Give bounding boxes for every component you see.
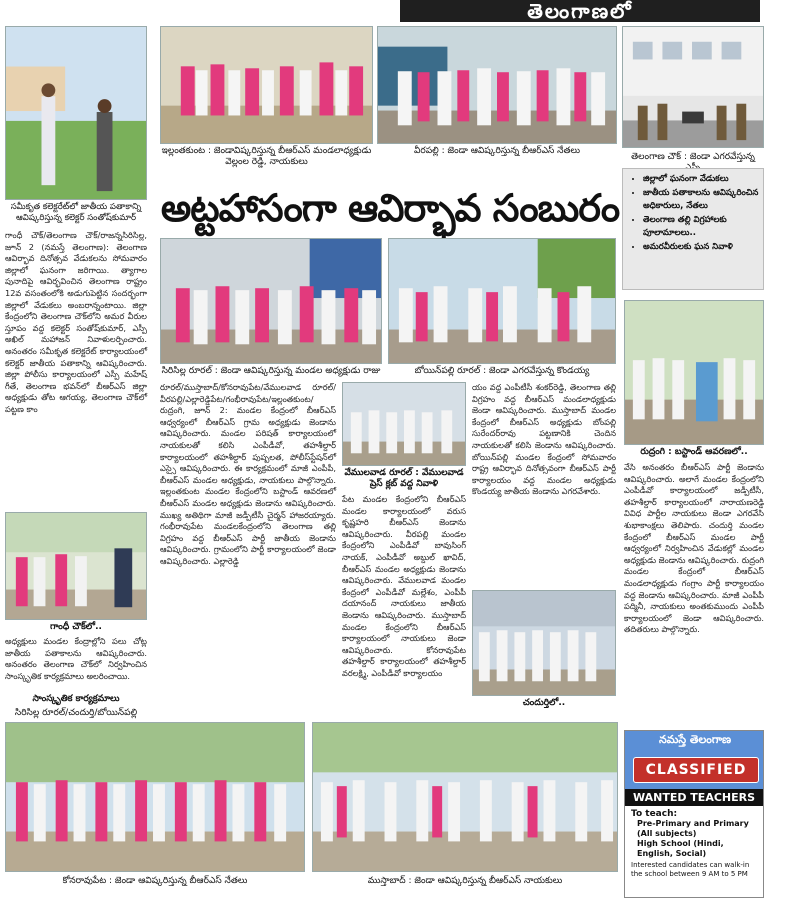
- highlights-box: [622, 168, 764, 290]
- article-mid-center: పేట మండల కేంద్రంలోని బీఆర్‌ఎస్ మండల కార్యాలయంలో వరుస కృష్ణహరి బీఆర్‌ఎస్ జెండాను ఆవిష్కరించారు. వీరపల్లి మండల కేంద్రంలోని ఎంపీడీవో బావుసింగ్ నాయక్, ఎంపీడీవో అబ్దుల్ ఖావిద్, బీఆర్‌ఎస్ మండల అధ్యక్షుడు జెండాను ఆవిష్కరించారు. వేములవాడ మండల కేంద్రంలో ఎంపీడీవో మల్లేశం, ఎంపీపీ దయానంద్ నాయకులు జాతీయ జెండాను ఆవిష్కరించారు. ముస్తాబాద్ మండల కేంద్రంలోని బీఆర్‌ఎస్ కార్యాలయంలో నాయకులు జెండా ఆవిష్కరించారు. కోనరావుపేట తహశీల్దార్ కార్యాలయంలో తహశీల్దార్ వరలక్ష్మి, ఎంపీడీవో కార్యాలయం: [342, 494, 466, 678]
- gandhi-chowk-caption: గాంధీ చౌక్‌లో..: [50, 622, 102, 632]
- collector-caption: సమీకృత కలెక్టరేట్‌లో జాతీయ పతాకాన్ని ఆవిష్కరిస్తున్న కలెక్టర్ సంతోష్‌కుమార్: [10, 202, 142, 223]
- article-mid-left: రూరల్/ముస్తాబాద్/కోనరావుపేట/వేములవాడ రూరల్/వీరపల్లి/ఎల్లారెడ్డిపేట/గంభీరావుపేట/ఇల్లంతకుంట/రుద్రంగి, జూన్ 2: మండల కేంద్రంలో బీఆర్‌ఎస్ ఆధ్వర్యంలో బీఆర్‌ఎస్ గ్రామ అధ్యక్షుడు జెండాను ఆవిష్కరించారు. మండల పరిషత్ కార్యాలయంలో నాయకులతో కలిసి ఎంపీడీవో, తహశీల్దార్ కార్యాలయంలో తహశీల్దార్ పుష్పలత, పోలీస్‌స్టేషన్‌లో ఎస్సై ఆవిష్కరించారు. ఈ కార్యక్రమంలో మాజీ ఎంపీపీ, బీఆర్‌ఎస్ మండల అధ్యక్షుడు, నాయకులు పాల్గొన్నారు. ఇల్లంతకుంట మండల కేంద్రంలోని బస్టాండ్ ఆవరణలో బీఆర్‌ఎస్ మండల అధ్యక్షుడు జెండాను ఆవిష్కరించారు. ముఖ్య అతిథిగా మాజీ జడ్పీటీసీ చైర్మన్ హాజరయ్యారు. గంభీరావుపేట మండలకేంద్రంలోని తెలంగాణ తల్లి విగ్రహం వద్ద బీఆర్‌ఎస్ పార్టీ జాతీయ జెండాను ఆవిష్కరించారు. గ్రామంలోని పార్టీ కార్యాలయంలో జెండా ఆవిష్కరించారు. ఎల్లారెడ్డి: [160, 382, 336, 566]
- article-mid-right: యం వద్ద ఎంపీటీసీ శంకర్‌రెడ్డి, తెలంగాణ తల్లి విగ్రహం వద్ద బీఆర్‌ఎస్ మండలాధ్యక్షుడు జెండా ఆవిష్కరించారు. ముస్తాబాద్ మండల కేంద్రంలో బీఆర్‌ఎస్ అధ్యక్షుడు బోంపల్లి సురేందర్‌రావు పట్టణానికి చెందిన నాయకులతో కలిసి జెండాను ఆవిష్కరించారు. బోయిన్‌పల్లి మండల కేంద్రంలో సోమవారం రాష్ట్ర ఆవిర్భావ దినోత్సవంగా బీఆర్‌ఎస్ పార్టీ కార్యాలయం వద్ద మండల అధ్యక్షుడు కొండయ్య జాతీయ జెండాను ఎగరవేశారు.: [472, 382, 616, 497]
- highlight-item: • అమరవీరులకు ఘన నివాళి: [643, 241, 759, 254]
- bus-stand-photo: [624, 300, 764, 445]
- chowk-caption: తెలంగాణ చౌక్ : జెండా ఎగరవేస్తున్న: [631, 152, 755, 162]
- to-teach-label: To teach:: [631, 809, 678, 819]
- veerapalli-photo: [377, 26, 617, 144]
- konaraopet-caption: కోనరావుపేట : జెండా ఆవిష్కరిస్తున్న బీఆర్‌ఎస్ నేతలు: [62, 876, 248, 886]
- highlight-item: • జాతీయ పతాకాలను ఆవిష్కరించిన అధికారులు, నేతలు: [643, 187, 759, 213]
- classified-label: CLASSIFIED: [633, 757, 759, 783]
- chandurthi-photo: [472, 590, 616, 696]
- boinpally-photo: [388, 238, 616, 364]
- classified-header: [625, 731, 763, 789]
- vemulawada-caption: వేములవాడ రూరల్ : వేములవాడ ప్రెస్ క్లబ్ వద్ద నివాళి: [344, 468, 464, 489]
- wanted-heading: WANTED TEACHERS: [625, 789, 763, 806]
- boinpally-caption: బోయిన్‌పల్లి రూరల్ : జెండా ఎగరవేస్తున్న కొండయ్య: [414, 366, 590, 376]
- highlight-item: • జిల్లాలో ఘనంగా వేడుకలు: [643, 173, 759, 186]
- article-left-bottom: అధ్యక్షులు మండల కేంద్రాల్లోని పలు చోట్ల జాతీయ పతాకాలను ఆవిష్కరించారు. అనంతరం తెలంగాణ చౌక్‌లో నిర్వహించిన సాంస్కృతిక కార్యక్రమాలు అలరించాయి.: [5, 636, 147, 681]
- classified-body: [625, 806, 763, 882]
- bus-stand-caption: రుద్రంగి : బస్టాండ్ ఆవరణలో..: [640, 447, 748, 457]
- illanthakunta-photo: [160, 26, 373, 144]
- chowk-photo: [622, 26, 764, 148]
- cultural-caption: సాంస్కృతిక కార్యక్రమాలు: [32, 694, 120, 704]
- classified-line: Pre-Primary and Primary (All subjects): [637, 819, 749, 838]
- classified-brand: నమస్తే తెలంగాణ: [658, 733, 732, 746]
- sircilla-rural-caption: సిరిసిల్ల రూరల్ : జెండా ఆవిష్కరిస్తున్న మండల అధ్యక్షుడు రాజు: [161, 366, 381, 376]
- highlight-item: • తెలంగాణ తల్లి విగ్రహాలకు పూలామాలలు..: [643, 214, 759, 240]
- gandhi-chowk-photo: [5, 512, 147, 620]
- article-left-top: గాంధీ చౌక్/తెలంగాణ చౌక్/రాజన్నసిరిసిల్ల, జూన్ 2 (నమస్తే తెలంగాణ): తెలంగాణ ఆవిర్భావ దినోత్సవ వేడుకలను సోమవారం జిల్లాలో ఘనంగా జరిగాయి. త్యాగాల పునాదిపై ఆవిర్భవించిన తెలంగాణ రాష్ట్రం 12వ వసంతంలోకి అడుగుపెట్టిన సందర్భంగా జిల్లాలో వేడుకలు అంబరాన్నంటాయి. జిల్లా కేంద్రంలోని తెలంగాణ చౌక్‌లోని అమర వీరుల స్తూపం వద్ద కలెక్టర్ సంతోష్‌కుమార్, ఎస్పీ అఖిల్ మహాజన్ నివాళులర్పించారు. అనంతరం సమీకృత కలెక్టరేట్ కార్యాలయంలో కలెక్టర్ జాతీయ పతాకాన్ని ఆవిష్కరించారు. జిల్లా పోలీసు కార్యాలయంలో ఎస్పీ మహేష్ గీతే, తెలంగాణ భవన్‌లో బీఆర్‌ఎస్ జిల్లా అధ్యక్షుడు తోట ఆగయ్య, తెలంగాణ చౌక్‌లో పట్టణ కాం: [5, 230, 147, 414]
- page-headline: అట్టహాసంగా ఆవిర్భావ సంబురం: [160, 186, 620, 230]
- mustabad-caption: ముస్తాబాద్ : జెండా ఆవిష్కరిస్తున్న బీఆర్‌ఎస్ నాయకులు: [367, 876, 563, 886]
- mustabad-photo: [312, 722, 618, 872]
- classified-line: High School (Hindi, English, Social): [637, 839, 724, 858]
- sircilla-rural-photo: [160, 238, 382, 364]
- places-caption: సిరిసిల్ల రూరల్/చందుర్తి/బోయిన్‌పల్లి: [14, 708, 138, 718]
- konaraopet-photo: [5, 722, 305, 872]
- classified-line: Interested candidates can walk-in the school between 9 AM to 5 PM: [631, 861, 750, 878]
- classified-ad: [624, 730, 764, 898]
- article-right: వేసి అనంతరం బీఆర్‌ఎస్ పార్టీ జెండాను ఆవిష్కరించారు. అలాగే మండల కేంద్రంలోని ఎంపీడీవో కార్యాలయంలో జడ్పీటీసీ, తహశీల్దార్ కార్యాలయంలో నారాయణరెడ్డి వివిధ పార్టీల నాయకులు జెండా ఎగరవేసి శుభాకాంక్షలు తెలిపారు. చందుర్తి మండల కేంద్రంలో బీఆర్‌ఎస్ మండల పార్టీ ఆధ్వర్యంలో నిర్వహించిన వేడుకల్లో మండల అధ్యక్షుడు జెండాను ఆవిష్కరించారు. రుద్రంగి మండల కేంద్రంలో బీఆర్‌ఎస్ మండలాధ్యక్షుడు గంగ్రాం పార్టీ కార్యాలయం వద్ద జెండాను ఆవిష్కరించారు. మాజీ ఎంపీపీ పద్మినీ, నాయకులు అంతకుముందు ఎంపీపీ కార్యాలయంలో జెండా ఆవిష్కరించారు. తదితరులు పాల్గొన్నారు.: [624, 462, 764, 635]
- illanthakunta-caption: ఇల్లంతకుంట : జెండావిష్కరిస్తున్న బీఆర్‌ఎస్ మండలాధ్యక్షుడు వెల్లంల రెడ్డి, నాయకులు: [161, 146, 372, 167]
- chandurthi-caption: చందుర్తిలో..: [522, 698, 566, 708]
- collector-photo: [5, 26, 147, 200]
- vemulawada-photo: [342, 382, 466, 466]
- section-banner: తెలంగాణలో: [400, 0, 760, 22]
- veerapalli-caption: వీరపల్లి : జెండా ఆవిష్కరిస్తున్న బీఆర్‌ఎస్ నేతలు: [414, 146, 580, 156]
